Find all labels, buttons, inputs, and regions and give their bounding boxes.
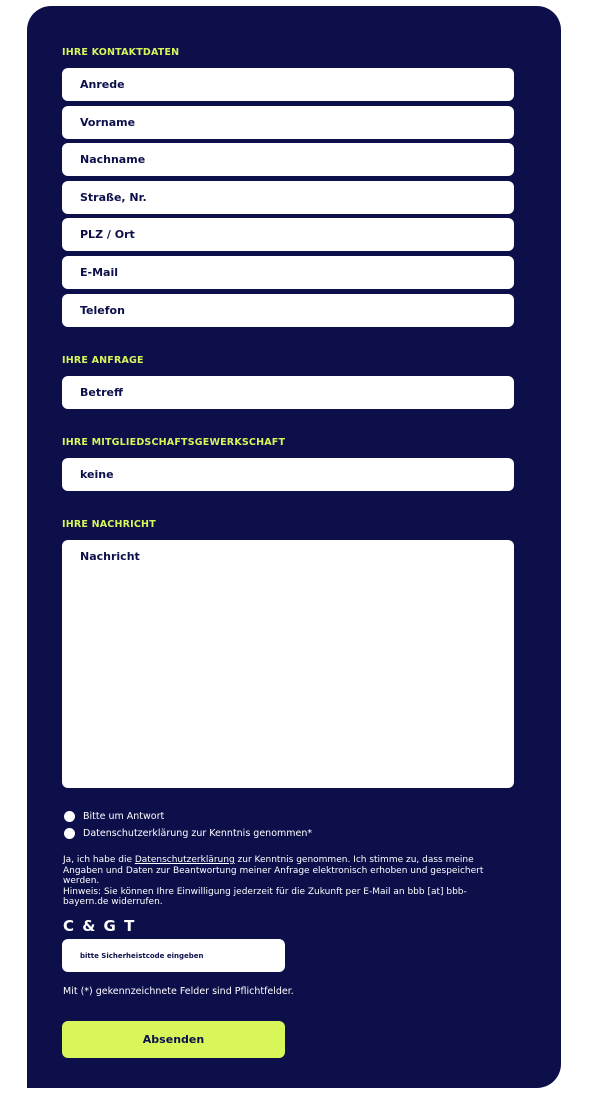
consent-prefix: Ja, ich habe die (63, 855, 135, 865)
submit-button[interactable]: Absenden (62, 1021, 285, 1058)
email-input[interactable]: E-Mail (62, 256, 514, 289)
antwort-label: Bitte um Antwort (83, 811, 165, 822)
anrede-select[interactable]: Anrede (62, 68, 514, 101)
nachname-input[interactable]: Nachname (62, 143, 514, 176)
betreff-select[interactable]: Betreff (62, 376, 514, 409)
required-note: Mit (*) gekennzeichnete Felder sind Pflichtfelder. (63, 986, 294, 997)
consent-hint: Hinweis: Sie können Ihre Einwilligung jederzeit für die Zukunft per E-Mail an bbb [at] bbb-bayern.de widerrufen. (63, 886, 467, 907)
heading-contact: IHRE KONTAKTDATEN (62, 47, 180, 58)
consent-suffix: zur Kenntnis genommen. Ich stimme zu, dass meine Angaben und Daten zur Beantwortung meiner Anfrage elektronisch erhoben und gespeichert werden. (63, 855, 484, 886)
antwort-option[interactable] (64, 811, 164, 822)
telefon-input[interactable]: Telefon (62, 294, 514, 327)
strasse-input[interactable]: Straße, Nr. (62, 181, 514, 214)
datenschutz-radio[interactable] (64, 828, 75, 839)
heading-membership: IHRE MITGLIEDSCHAFTSGEWERKSCHAFT (62, 437, 286, 448)
datenschutz-option[interactable] (64, 828, 312, 839)
nachricht-textarea[interactable]: Nachricht (62, 540, 514, 788)
vorname-input[interactable]: Vorname (62, 106, 514, 139)
antwort-radio[interactable] (64, 811, 75, 822)
heading-request: IHRE ANFRAGE (62, 355, 144, 366)
consent-text (63, 855, 508, 908)
datenschutz-link[interactable]: Datenschutzerklärung (134, 855, 235, 865)
captcha-input[interactable]: bitte Sicherheistcode eingeben (62, 939, 285, 972)
plz-ort-input[interactable]: PLZ / Ort (62, 218, 514, 251)
gewerkschaft-select[interactable]: keine (62, 458, 514, 491)
captcha-code: C & G T (63, 917, 136, 935)
heading-message: IHRE NACHRICHT (62, 519, 156, 530)
datenschutz-label: Datenschutzerklärung zur Kenntnis genommen* (83, 828, 313, 839)
